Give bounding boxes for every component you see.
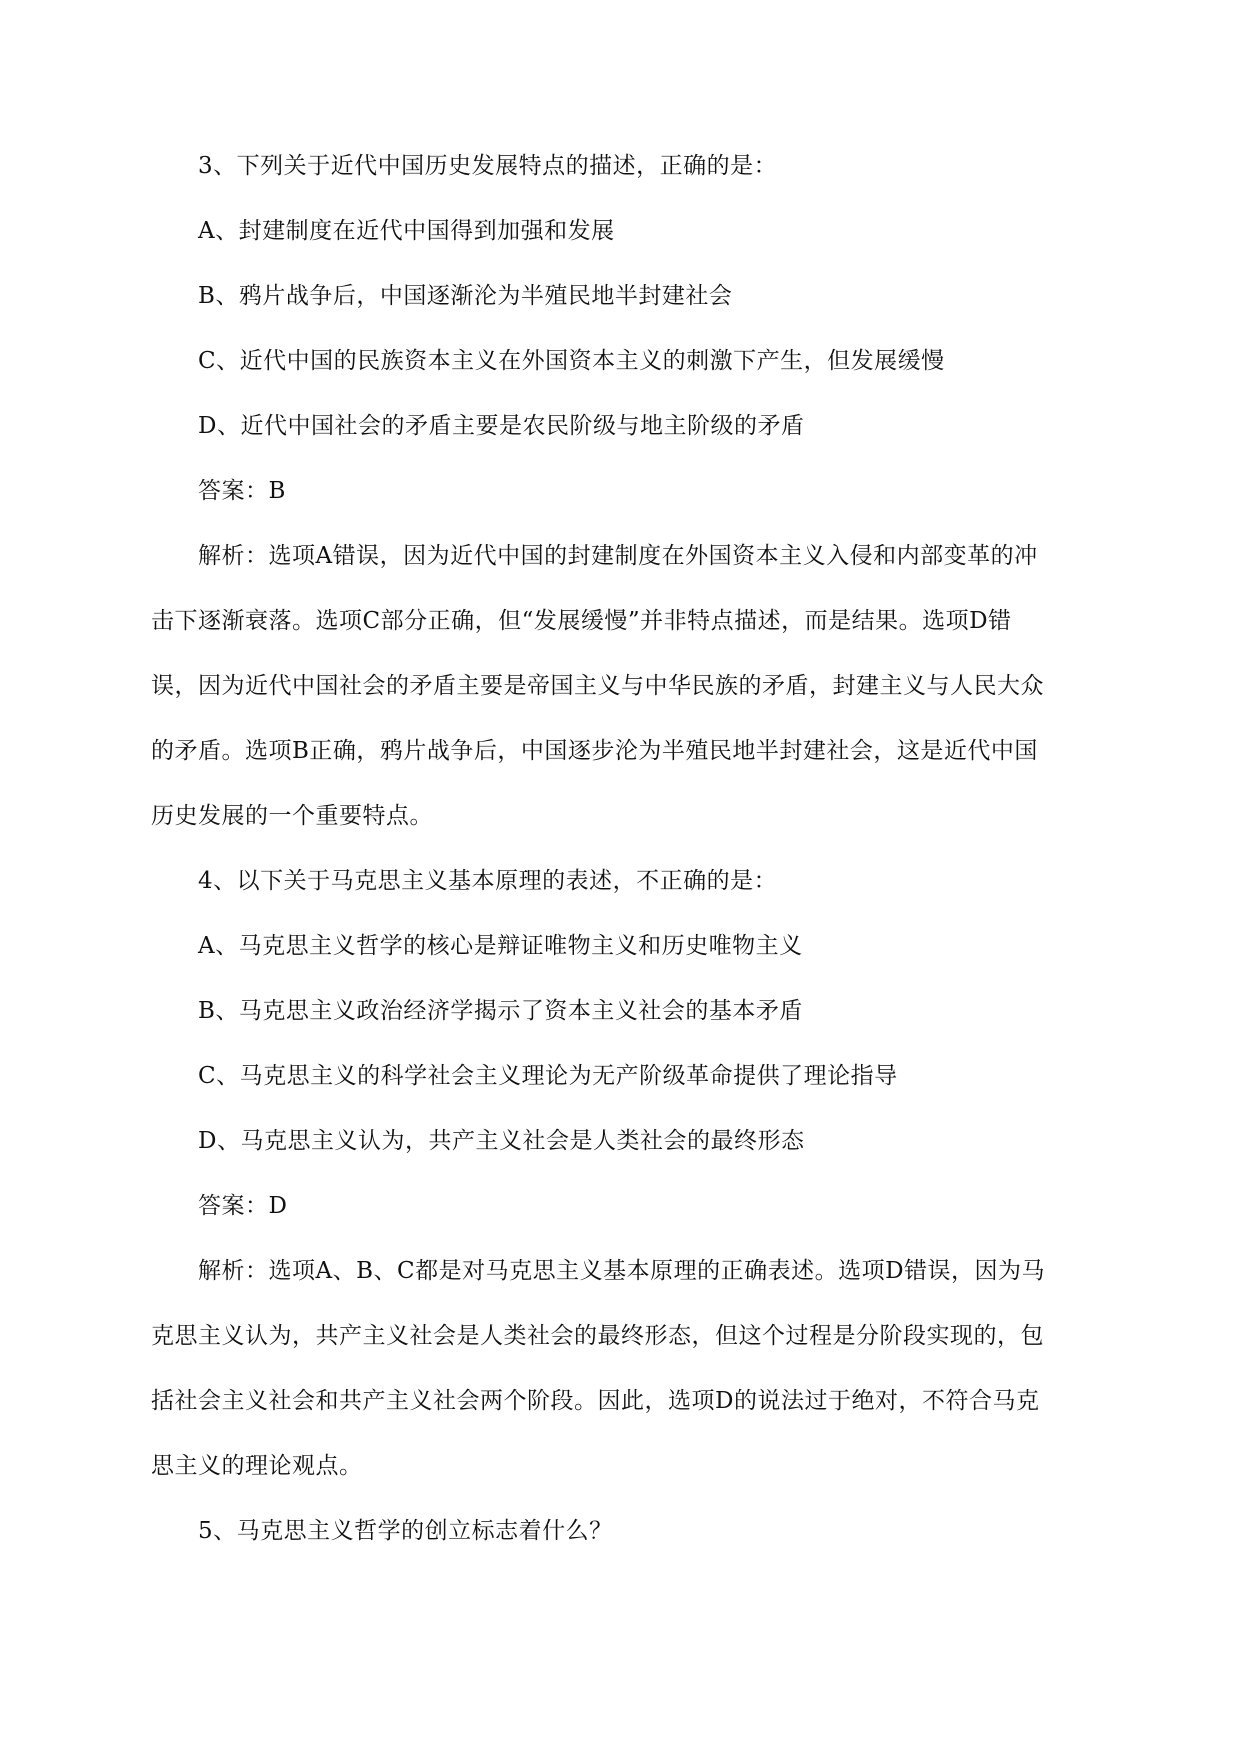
question-3-option-a: A、封建制度在近代中国得到加强和发展 (198, 218, 615, 244)
question-3-analysis-line: 解析：选项A错误，因为近代中国的封建制度在外国资本主义入侵和内部变革的冲 (198, 543, 1038, 569)
question-4-analysis-line: 思主义的理论观点。 (151, 1453, 363, 1479)
question-3-analysis-line: 误，因为近代中国社会的矛盾主要是帝国主义与中华民族的矛盾，封建主义与人民大众 (151, 673, 1044, 699)
question-4-option-c: C、马克思主义的科学社会主义理论为无产阶级革命提供了理论指导 (198, 1063, 898, 1089)
question-3-analysis-line: 历史发展的一个重要特点。 (151, 803, 433, 829)
question-3-answer: 答案：B (198, 478, 286, 504)
question-5-title: 5、马克思主义哲学的创立标志着什么？ (198, 1518, 613, 1544)
question-4-analysis-line: 括社会主义社会和共产主义社会两个阶段。因此，选项D的说法过于绝对，不符合马克 (151, 1388, 1040, 1414)
question-3-analysis-line: 的矛盾。选项B正确，鸦片战争后，中国逐步沦为半殖民地半封建社会，这是近代中国 (151, 738, 1038, 764)
question-4-analysis-line: 克思主义认为，共产主义社会是人类社会的最终形态，但这个过程是分阶段实现的，包 (151, 1323, 1044, 1349)
question-4-answer: 答案：D (198, 1193, 288, 1219)
question-3-title: 3、下列关于近代中国历史发展特点的描述，正确的是： (198, 153, 778, 179)
question-3-option-d: D、近代中国社会的矛盾主要是农民阶级与地主阶级的矛盾 (198, 413, 805, 439)
question-4-option-d: D、马克思主义认为，共产主义社会是人类社会的最终形态 (198, 1128, 805, 1154)
question-4-option-a: A、马克思主义哲学的核心是辩证唯物主义和历史唯物主义 (198, 933, 803, 959)
question-3-option-b: B、鸦片战争后，中国逐渐沦为半殖民地半封建社会 (198, 283, 733, 309)
question-3-analysis-line: 击下逐渐衰落。选项C部分正确，但“发展缓慢”并非特点描述，而是结果。选项D错 (151, 608, 1012, 634)
question-3-option-c: C、近代中国的民族资本主义在外国资本主义的刺激下产生，但发展缓慢 (198, 348, 945, 374)
question-4-analysis-line: 解析：选项A、B、C都是对马克思主义基本原理的正确表述。选项D错误，因为马 (198, 1258, 1046, 1284)
question-4-option-b: B、马克思主义政治经济学揭示了资本主义社会的基本矛盾 (198, 998, 803, 1024)
question-4-title: 4、以下关于马克思主义基本原理的表述，不正确的是： (198, 868, 778, 894)
